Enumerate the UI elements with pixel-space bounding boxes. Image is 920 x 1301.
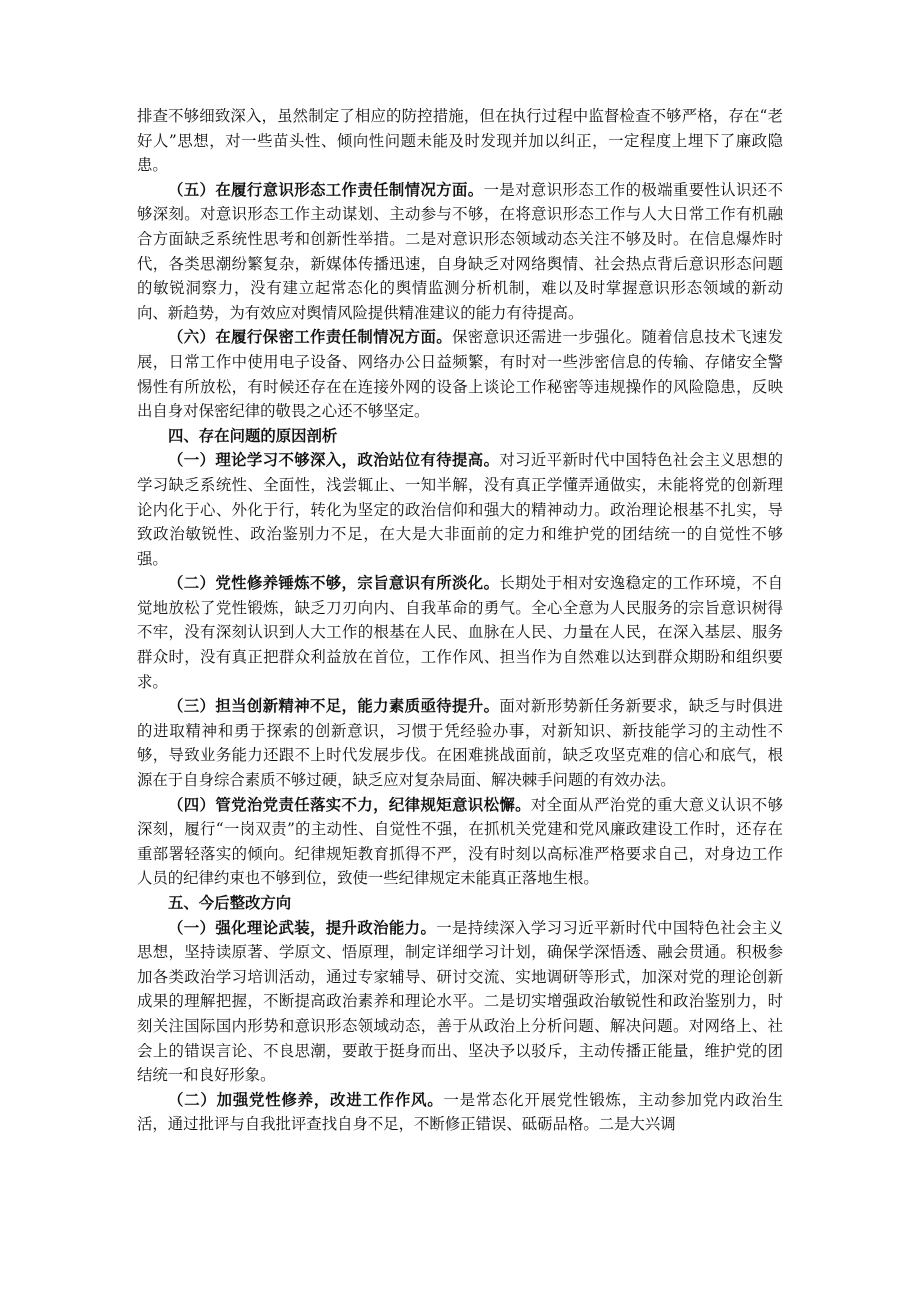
paragraph-text: 一是常态化开展党性锻炼，主动参加党内政治生活，通过批评与自我批评查找自身不足，不断修正错误、砥砺品格。二是大兴调 bbox=[137, 1090, 783, 1134]
paragraph-text: 保密意识还需进一步强化。随着信息技术飞速发展，日常工作中使用电子设备、网络办公日益频繁，有时对一些涉密信息的传输、存储安全警惕性有所放松，有时候还存在在连接外网的设备上谈论工作秘密等违规操作的风险隐患，反映出自身对保密纪律的敬畏之心还不够坚定。 bbox=[137, 328, 783, 421]
paragraph-confidentiality-responsibility bbox=[137, 325, 783, 423]
paragraph-text: 对习近平新时代中国特色社会主义思想的学习缺乏系统性、全面性，浅尝辄止、一知半解，没有真正学懂弄通做实，未能将党的创新理论内化于心、外化于行，转化为坚定的政治信仰和强大的精神动力。政治理论根基不扎实，导致政治敏锐性、政治鉴别力不足，在大是大非面前的定力和维护党的团结统一的自觉性不够强。 bbox=[137, 451, 783, 568]
paragraph-lead: （三）担当创新精神不足，能力素质亟待提升。 bbox=[168, 697, 500, 716]
paragraph-cause-party-spirit bbox=[137, 571, 783, 694]
paragraph-text: 一是对意识形态工作的极端重要性认识还不够深刻。对意识形态工作主动谋划、主动参与不够，在将意识形态工作与人大日常工作有机融合方面缺乏系统性思考和创新性举措。二是对意识形态领域动态关注不够及时。在信息爆炸时代，各类思潮纷繁复杂，新媒体传播迅速，自身缺乏对网络舆情、社会热点背后意识形态问题的敏锐洞察力，没有建立起常态化的舆情监测分析机制，难以及时掌握意识形态领域的新动向、新趋势，为有效应对舆情风险提供精准建议的能力有待提高。 bbox=[137, 180, 783, 322]
paragraph-ideology-responsibility bbox=[137, 178, 783, 326]
paragraph-cause-theory bbox=[137, 448, 783, 571]
paragraph-lead: （四）管党治党责任落实不力，纪律规矩意识松懈。 bbox=[168, 795, 531, 814]
paragraph-text: 排查不够细致深入，虽然制定了相应的防控措施，但在执行过程中监督检查不够严格，存在“老好人”思想，对一些苗头性、倾向性问题未能及时发现并加以纠正，一定程度上埋下了廉政隐患。 bbox=[137, 107, 783, 175]
paragraph-lead: （一）理论学习不够深入，政治站位有待提高。 bbox=[168, 451, 500, 470]
paragraph-lead: （二）加强党性修养，改进工作作风。 bbox=[168, 1090, 444, 1109]
paragraph-lead: （一）强化理论武装，提升政治能力。 bbox=[168, 918, 437, 937]
section-heading-causes: 四、存在问题的原因剖析 bbox=[168, 426, 338, 445]
paragraph-text: 面对新形势新任务新要求，缺乏与时俱进的进取精神和勇于探索的创新意识，习惯于凭经验办事，对新知识、新技能学习的主动性不够，导致业务能力还跟不上时代发展步伐。在困难挑战面前，缺乏攻坚克难的信心和底气，根源在于自身综合素质不够过硬，缺乏应对复杂局面、解决棘手问题的有效办法。 bbox=[137, 697, 783, 790]
section-heading-rectification: 五、今后整改方向 bbox=[168, 894, 292, 912]
paragraph-lead: （二）党性修养锤炼不够，宗旨意识有所淡化。 bbox=[168, 574, 500, 593]
paragraph-rectify-theory bbox=[137, 916, 783, 1088]
paragraph-cause-discipline bbox=[137, 793, 783, 891]
paragraph-text: 对全面从严治党的重大意义认识不够深刻，履行“一岗双责”的主动性、自觉性不强，在抓机关党建和党风廉政建设工作时，还存在重部署轻落实的倾向。纪律规矩教育抓得不严，没有时刻以高标准严格要求自己，对身边工作人员的纪律约束也不够到位，致使一些纪律规定未能真正落地生根。 bbox=[137, 795, 783, 888]
paragraph-cause-innovation bbox=[137, 694, 783, 792]
paragraph-rectify-party-spirit bbox=[137, 1088, 783, 1137]
paragraph-text: 长期处于相对安逸稳定的工作环境，不自觉地放松了党性锻炼，缺乏刀刃向内、自我革命的勇气。全心全意为人民服务的宗旨意识树得不牢，没有深刻认识到人大工作的根基在人民、血脉在人民、力量在人民，在深入基层、服务群众时，没有真正把群众利益放在首位，工作作风、担当作为自然难以达到群众期盼和组织要求。 bbox=[137, 574, 783, 691]
paragraph-lead: （六）在履行保密工作责任制情况方面。 bbox=[168, 328, 453, 347]
paragraph-lead: （五）在履行意识形态工作责任制情况方面。 bbox=[168, 180, 484, 199]
paragraph-text: 一是持续深入学习习近平新时代中国特色社会主义思想，坚持读原著、学原文、悟原理，制定详细学习计划，确保学深悟透、融会贯通。积极参加各类政治学习培训活动，通过专家辅导、研讨交流、实地调研等形式，加深对党的理论创新成果的理解把握，不断提高政治素养和理论水平。二是切实增强政治敏锐性和政治鉴别力，时刻关注国际国内形势和意识形态领域动态，善于从政治上分析问题、解决问题。对网络上、社会上的错误言论、不良思潮，要敢于挺身而出、坚决予以驳斥，主动传播正能量，维护党的团结统一和良好形象。 bbox=[137, 918, 783, 1085]
paragraph-continuation bbox=[137, 104, 783, 178]
document-body bbox=[137, 104, 783, 1137]
